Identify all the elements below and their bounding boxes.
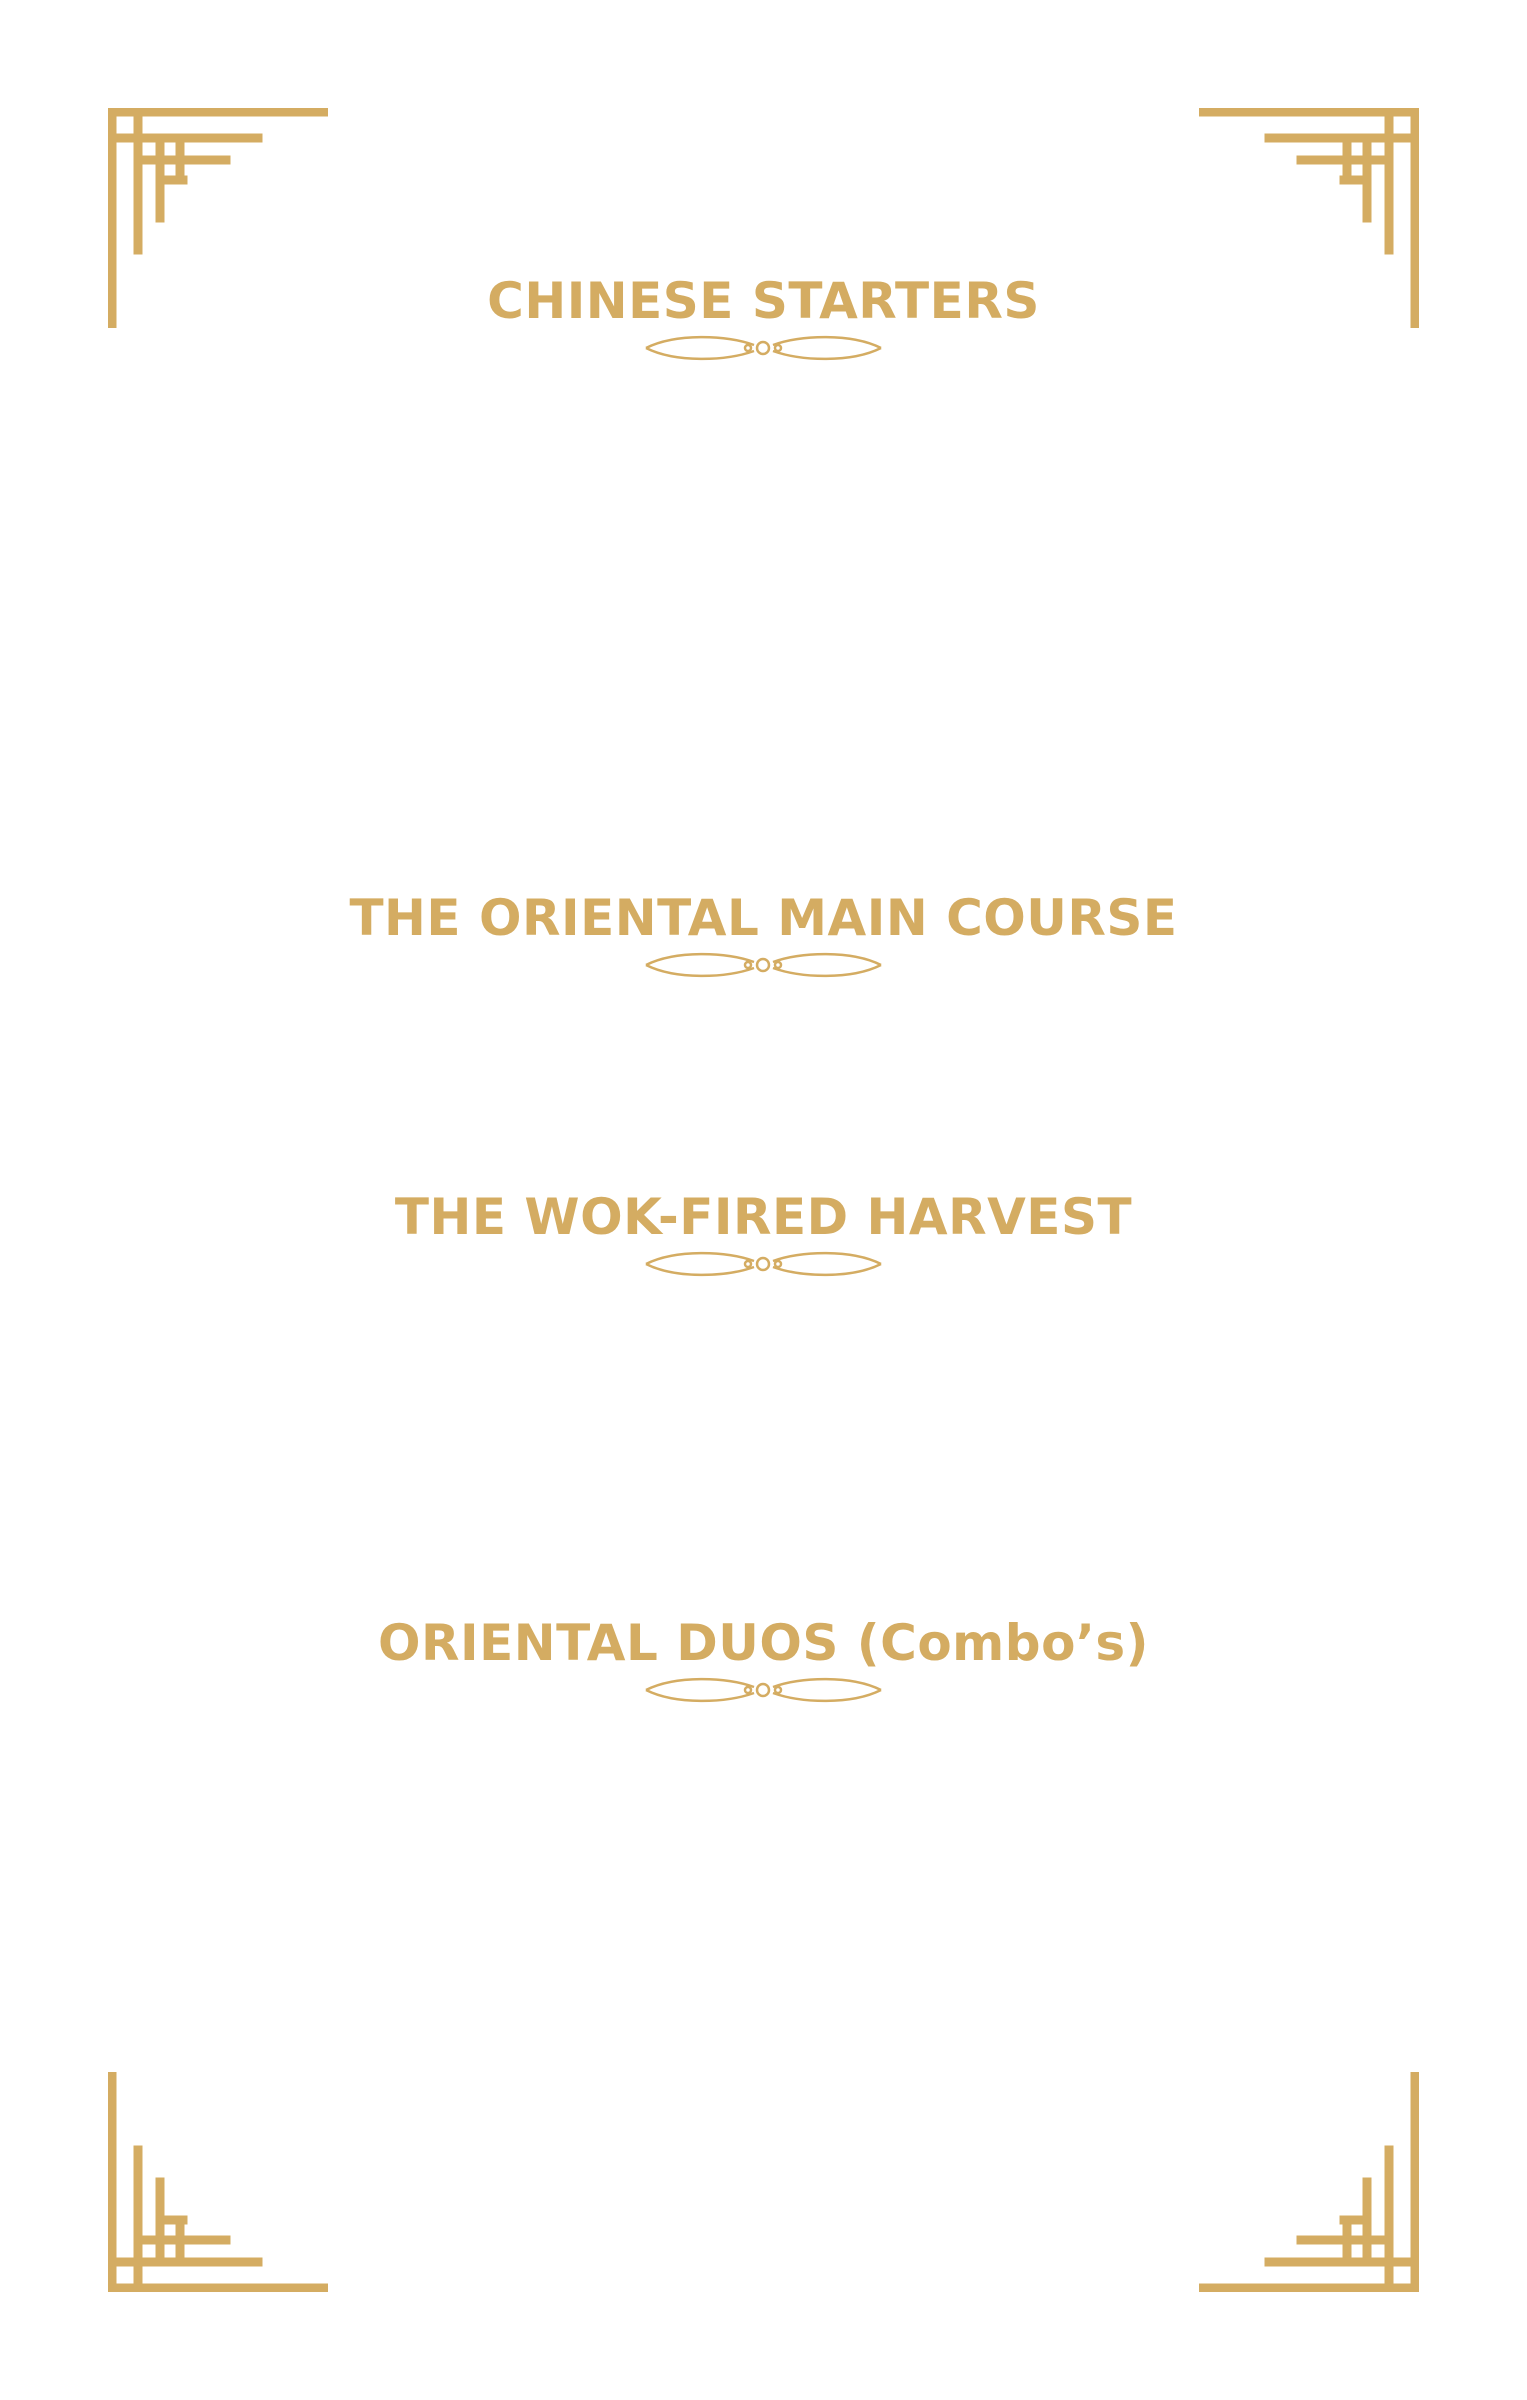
scroll-flourish-icon: [636, 1675, 891, 1705]
list-item: [210, 441, 1310, 491]
list-item: [210, 1292, 1310, 1342]
item-name: Veg Manchurian Gravy: [210, 993, 585, 1032]
item-name: Triple Fried Schezwan: [210, 1930, 566, 1969]
section-title-chinese-starters: CHINESE STARTERS: [487, 272, 1040, 330]
item-price: ₹195: [1226, 756, 1310, 795]
section-title-wok-fired-harvest: THE WOK-FIRED HARVEST: [394, 1188, 1133, 1246]
list-item: [210, 378, 1310, 428]
corner-bottom-right-icon: [1199, 2072, 1419, 2292]
list-item: [210, 693, 1310, 743]
item-note: (Classic Salted): [417, 390, 588, 415]
list-item: [210, 756, 1310, 806]
item-price: ₹165: [1226, 1292, 1310, 1331]
list-item: [210, 1355, 1310, 1405]
list-item: [210, 1544, 1310, 1594]
item-price: ₹175: [1226, 1544, 1310, 1583]
item-name: Paneer Chilli (Dry): [210, 630, 482, 669]
item-price: ₹195: [1226, 567, 1310, 606]
item-description: (Veg Manchurian Gravy + Choice of Veg Fried Rice / Noodles): [210, 1764, 977, 1793]
item-name: Veg Mushroom Gravy: [210, 1056, 564, 1095]
item-price: ₹370: [1226, 1824, 1310, 1863]
item-price: ₹240: [1226, 1119, 1310, 1158]
item-price: ₹165: [1226, 1481, 1310, 1520]
list-item: [210, 1481, 1310, 1531]
corner-bottom-left-icon: [108, 2072, 328, 2292]
list-item: [210, 993, 1310, 1043]
section-title-oriental-main-course: THE ORIENTAL MAIN COURSE: [349, 889, 1178, 947]
item-price: ₹125: [1226, 378, 1310, 417]
item-description: (Paneer in Schezwan Sauce + Choice of Veg Fried Rice / Noodles): [210, 1870, 1028, 1899]
item-price: ₹135: [1226, 441, 1310, 480]
item-name: Singapore Style Rice / Noodles: [210, 1544, 716, 1583]
item-name: Veg Manchurian (Dry): [210, 567, 542, 606]
item-name: The Manchurian Harvest Duo: [210, 1718, 692, 1757]
item-price: ₹170: [1226, 504, 1310, 543]
item-note: (Dry): [425, 642, 482, 667]
item-name: The Sichuan Paneer Indulgence: [210, 1824, 731, 1863]
item-price: ₹240: [1226, 1056, 1310, 1095]
list-item: [210, 630, 1310, 680]
item-name: Honey Chilli Potato: [210, 504, 523, 543]
item-name: Paneer in Schezwan Sauce: [210, 1119, 652, 1158]
item-price: ₹175: [1226, 1418, 1310, 1457]
item-price: ₹350: [1226, 1718, 1310, 1757]
item-name: Schezwan Fried Rice / Noodles: [210, 1355, 713, 1394]
list-item: [210, 1930, 1310, 2020]
list-item: [210, 1119, 1310, 1169]
item-price: ₹225: [1226, 693, 1310, 732]
item-name: Veg Fried Rice / Noodles: [210, 1292, 609, 1331]
item-description: (Rice + Noodles + Gravy + Crispy Noodles): [210, 1976, 756, 2005]
section-title-oriental-duos: ORIENTAL DUOS (Combo’s): [377, 1614, 1150, 1672]
list-item: [210, 1718, 1310, 1808]
item-price: ₹195: [1226, 993, 1310, 1032]
item-name: Crispy Chilly Baby Corn: [210, 756, 597, 795]
list-item: [210, 1056, 1310, 1106]
scroll-flourish-icon: [636, 950, 891, 980]
list-item: [210, 1418, 1310, 1468]
item-name: French Fries (Classic Salted): [210, 378, 588, 417]
item-name: Burnt Garlic Fried Rice / Noodles: [210, 1418, 744, 1457]
item-name: Chilly Mushroom: [210, 693, 485, 732]
scroll-flourish-icon: [636, 333, 891, 363]
item-name: Veg Hakka Rice / Noodles: [210, 1481, 631, 1520]
list-item: [210, 819, 1310, 869]
item-price: ₹175: [1226, 1355, 1310, 1394]
item-price: ₹285: [1226, 1930, 1310, 1969]
list-item: [210, 567, 1310, 617]
item-price: ₹225: [1226, 630, 1310, 669]
scroll-flourish-icon: [636, 1249, 891, 1279]
item-name: Corn Salt and Pepper: [210, 819, 559, 858]
list-item: [210, 1824, 1310, 1914]
item-name: French Fries Peri Peri: [210, 441, 552, 480]
list-item: [210, 504, 1310, 554]
item-note: (Dry): [485, 579, 542, 604]
item-price: ₹165: [1226, 819, 1310, 858]
